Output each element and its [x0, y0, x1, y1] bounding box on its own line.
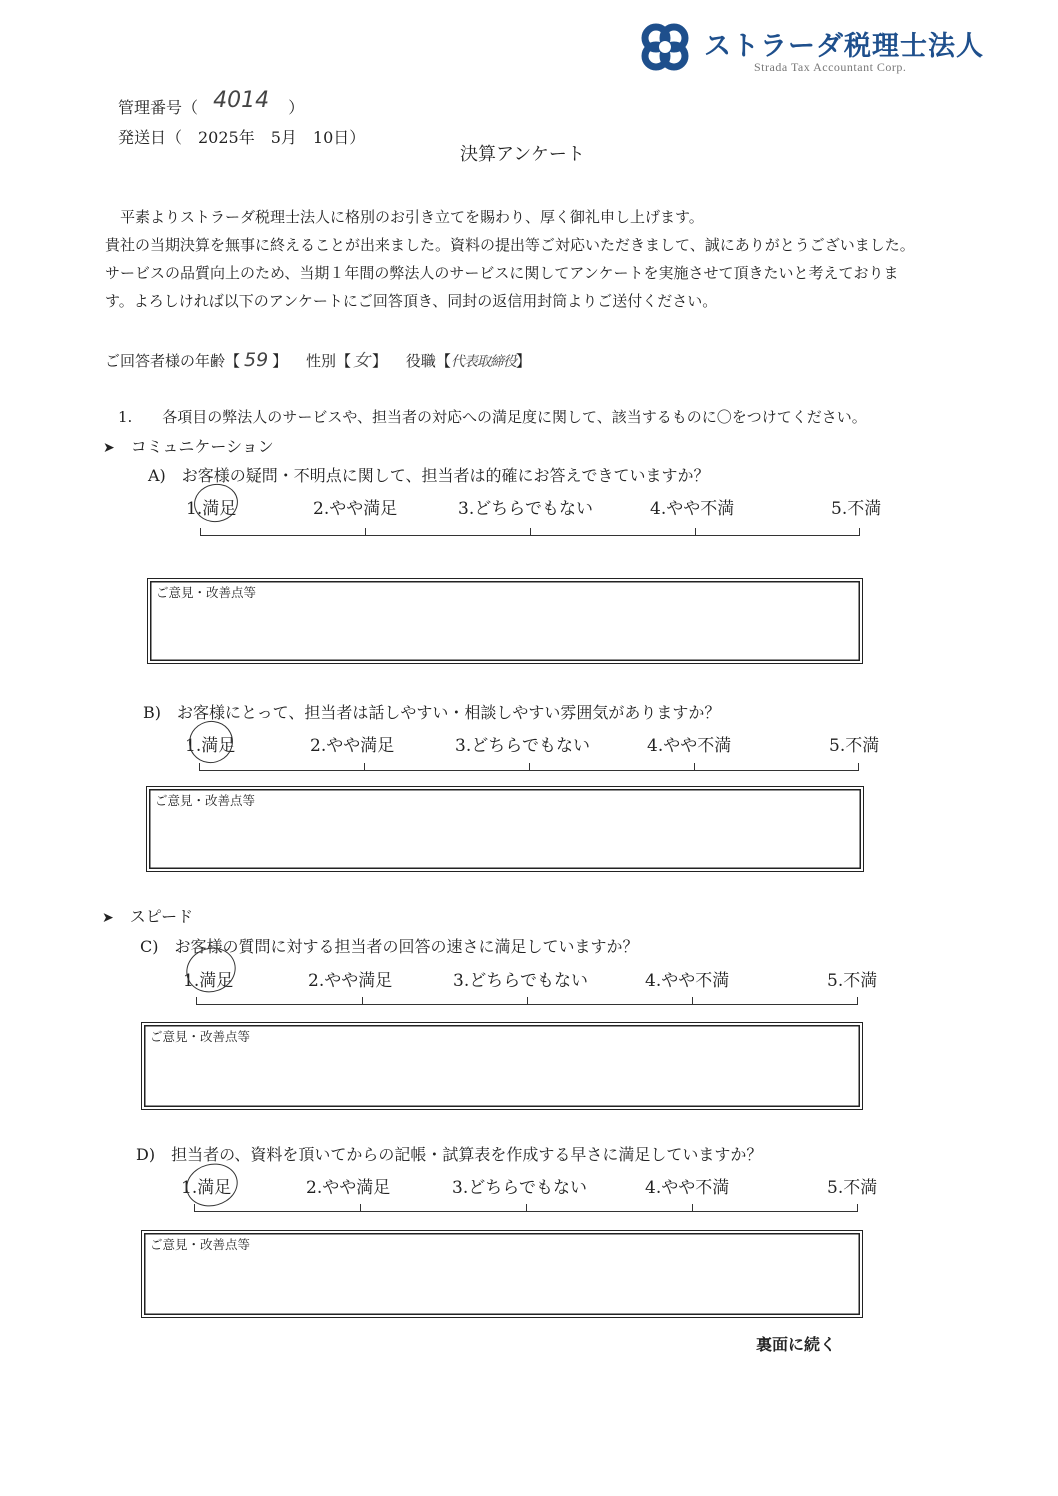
scale-option-1[interactable]: 1.満足: [185, 736, 236, 756]
scale-option-2[interactable]: 2.やや満足: [306, 1178, 391, 1198]
question-c-scale: [0, 966, 1058, 990]
comment-label: ご意見・改善点等: [155, 793, 256, 808]
scale-option-2[interactable]: 2.やや満足: [310, 736, 395, 756]
intro-line-2: 貴社の当期決算を無事に終えることが出来ました。資料の提出等ご対応いただきまして、誠にありがとうございました。: [105, 236, 915, 254]
role-label: 役職【: [405, 352, 451, 370]
question-d-text: D) 担当者の、資料を頂いてからの記帳・試算表を作成する早さに満足していますか？: [136, 1145, 763, 1164]
question-b-scale-line: [199, 761, 859, 771]
scale-option-3[interactable]: 3.どちらでもない: [458, 499, 594, 519]
question-a-scale: [0, 494, 1058, 518]
question-c-text: C) お客様の質問に対する担当者の回答の速さに満足していますか？: [140, 937, 639, 956]
scale-option-5[interactable]: 5.不満: [831, 499, 882, 519]
scale-option-2[interactable]: 2.やや満足: [313, 499, 398, 519]
question-d-scale: [0, 1173, 1058, 1197]
respondent-row: [105, 346, 531, 371]
scale-option-1[interactable]: 1.満足: [186, 499, 237, 519]
question-c-comment-box[interactable]: [141, 1022, 863, 1110]
role-value: 代表取締役: [450, 354, 516, 370]
control-number-label: 管理番号（: [118, 98, 199, 117]
control-number-value: 4014: [213, 88, 270, 113]
company-name: ストラーダ税理士法人: [704, 31, 984, 62]
question-d-comment-box[interactable]: [141, 1230, 863, 1318]
gender-label: 性別【: [306, 352, 352, 370]
comment-label: ご意見・改善点等: [156, 585, 257, 600]
scale-option-4[interactable]: 4.やや不満: [645, 971, 730, 991]
scale-option-5[interactable]: 5.不満: [827, 1178, 878, 1198]
age-label: ご回答者様の年齢【: [105, 352, 241, 370]
question-a-scale-line: [200, 526, 860, 536]
company-logo-icon: [636, 18, 694, 76]
comment-label: ご意見・改善点等: [150, 1029, 251, 1044]
scale-option-4[interactable]: 4.やや不満: [645, 1178, 730, 1198]
section-label: コミュニケーション: [130, 437, 274, 456]
intro-line-4: す。よろしければ以下のアンケートにご回答頂き、同封の返信用封筒よりご送付ください。: [105, 292, 718, 310]
question-b-comment-box[interactable]: [146, 786, 864, 872]
scale-option-3[interactable]: 3.どちらでもない: [452, 1178, 588, 1198]
sent-date: 発送日（ 2025年 5月 10日）: [118, 128, 366, 147]
question-b-text: B) お客様にとって、担当者は話しやすい・相談しやすい雰囲気がありますか？: [143, 703, 721, 722]
question-c-scale-line: [196, 995, 858, 1005]
continued-on-back: 裏面に続く: [756, 1335, 837, 1354]
question-a-comment-box[interactable]: [147, 578, 863, 664]
question-a-text: A) お客様の疑問・不明点に関して、担当者は的確にお答えできていますか？: [148, 466, 710, 485]
scale-option-4[interactable]: 4.やや不満: [650, 499, 735, 519]
scale-option-5[interactable]: 5.不満: [829, 736, 880, 756]
control-number-close: ）: [288, 98, 305, 117]
gender-value: 女: [353, 351, 371, 371]
scale-option-3[interactable]: 3.どちらでもない: [453, 971, 589, 991]
scale-option-5[interactable]: 5.不満: [827, 971, 878, 991]
control-number-row: [118, 88, 305, 119]
section-speed: [102, 904, 193, 927]
scale-option-1[interactable]: 1.満足: [183, 971, 234, 991]
arrow-bullet-icon: ➤: [102, 910, 114, 926]
scale-option-4[interactable]: 4.やや不満: [647, 736, 732, 756]
scale-option-3[interactable]: 3.どちらでもない: [455, 736, 591, 756]
question-d-scale-line: [194, 1202, 858, 1212]
section-communication: [103, 434, 274, 457]
intro-line-3: サービスの品質向上のため、当期１年間の弊法人のサービスに関してアンケートを実施させて頂きたいと考えておりま: [105, 264, 899, 282]
role-close: 】: [515, 352, 531, 370]
scale-option-1[interactable]: 1.満足: [181, 1178, 232, 1198]
comment-label: ご意見・改善点等: [150, 1237, 251, 1252]
question-b-scale: [0, 731, 1058, 755]
company-logo: [636, 18, 984, 78]
gender-close: 】: [372, 352, 388, 370]
company-name-en: Strada Tax Accountant Corp.: [754, 60, 907, 74]
age-close: 】: [272, 352, 288, 370]
section-label: スピード: [129, 907, 194, 926]
page-title: 決算アンケート: [460, 144, 585, 165]
age-value: 59: [244, 349, 269, 371]
arrow-bullet-icon: ➤: [103, 440, 115, 456]
question-instruction: 1. 各項目の弊法人のサービスや、担当者の対応への満足度に関して、該当するものに〇をつけてください。: [118, 408, 867, 426]
scale-option-2[interactable]: 2.やや満足: [308, 971, 393, 991]
intro-line-1: 平素よりストラーダ税理士法人に格別のお引き立てを賜わり、厚く御礼申し上げます。: [105, 208, 704, 226]
